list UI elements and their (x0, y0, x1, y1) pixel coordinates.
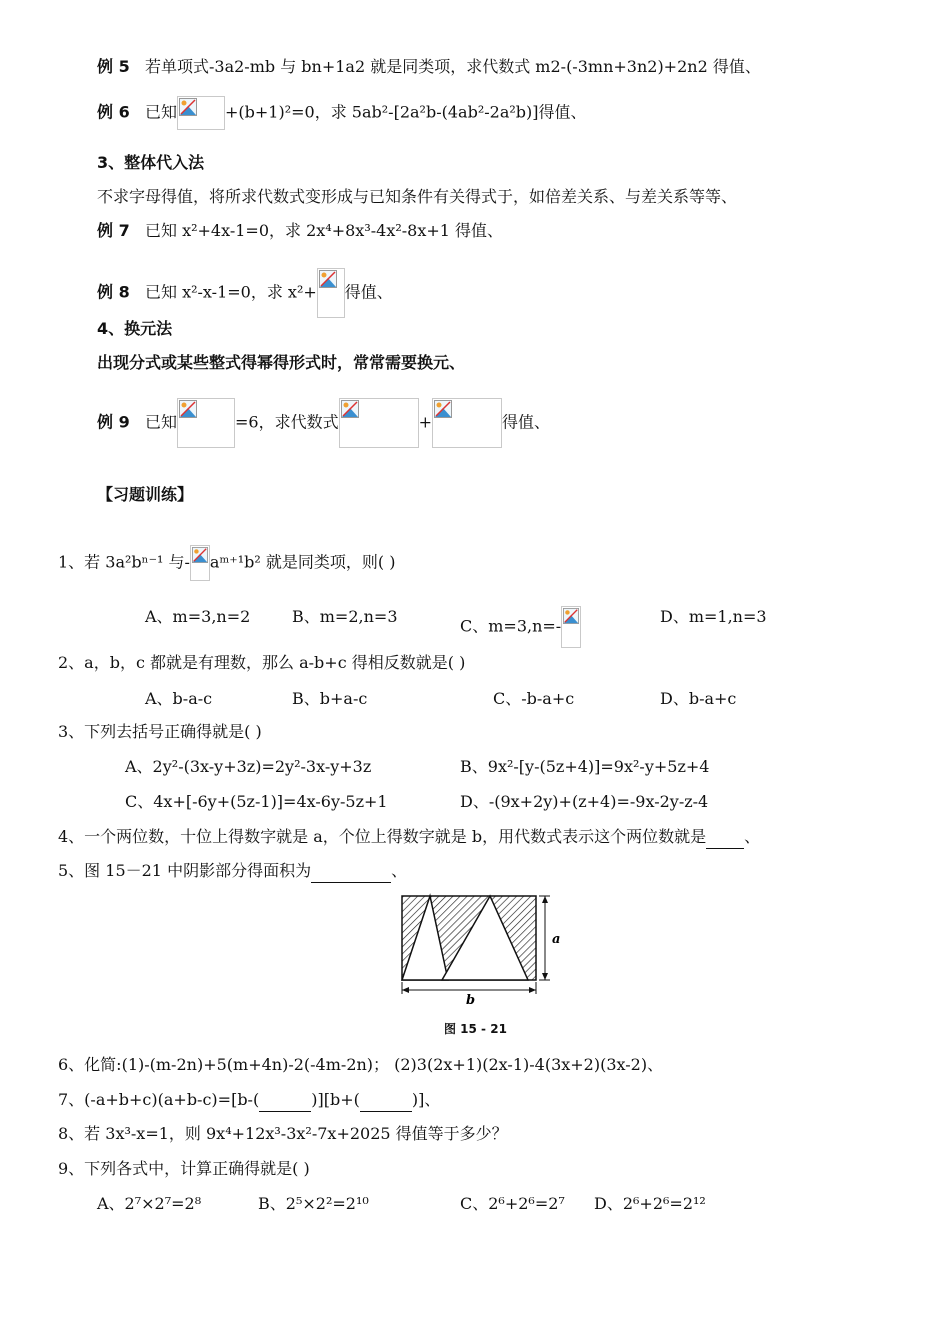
q3-option-c: C、4x+[-6y+(5z-1)]=4x-6y-5z+1 (125, 792, 388, 811)
question-4-stem: 4、一个两位数，十位上得数字就是 a，个位上得数字就是 b，用代数式表示这个两位数就是 (58, 827, 707, 846)
q1-option-c (460, 606, 581, 648)
q9-option-a: A、2⁷×2⁷=2⁸ (97, 1194, 202, 1213)
q3-option-b: B、9x²-[y-(5z+4)]=9x²-y+5z+4 (460, 757, 710, 776)
answer-blank[interactable] (259, 1089, 311, 1112)
example-8 (97, 268, 393, 318)
question-4-tail: 、 (744, 827, 761, 846)
example-9-post: 得值、 (502, 412, 551, 432)
example-5 (97, 56, 761, 78)
shaded-triangles-figure (390, 888, 570, 1008)
broken-image-icon (317, 268, 345, 318)
example-9-label: 例 9 (97, 412, 130, 432)
example-7-text: 已知 x²+4x-1=0，求 2x⁴+8x³-4x²-8x+1 得值、 (144, 221, 504, 240)
question-1 (58, 545, 395, 581)
example-6-post: +(b+1)²=0，求 5ab²-[2a²b-(4ab²-2a²b)]得值、 (225, 102, 587, 122)
answer-blank[interactable] (360, 1089, 412, 1112)
answer-blank[interactable] (706, 826, 744, 849)
question-7-mid: )][b+( (311, 1090, 360, 1109)
question-1-stem-a: 1、若 3a²bⁿ⁻¹ 与- (58, 552, 190, 572)
example-5-text: 若单项式-3a2-mb 与 bn+1a2 就是同类项，求代数式 m2-(-3mn+3n2)+2n2 得值、 (144, 57, 761, 76)
label-a: a (552, 932, 561, 947)
q1-option-c-text: C、m=3,n=- (460, 616, 562, 636)
answer-blank[interactable] (311, 860, 391, 883)
broken-image-icon (177, 398, 235, 448)
question-8-stem: 8、若 3x³-x=1，则 9x⁴+12x³-3x²-7x+2025 得值等于多少？ (58, 1124, 508, 1143)
q3-option-a: A、2y²-(3x-y+3z)=2y²-3x-y+3z (125, 757, 372, 776)
label-b: b (466, 993, 476, 1008)
example-8-post: 得值、 (344, 282, 393, 302)
q9-option-c: C、2⁶+2⁶=2⁷ (460, 1194, 565, 1213)
example-9-pre: 已知 (144, 412, 177, 432)
question-5-tail: 、 (391, 861, 408, 880)
example-9-plus: + (418, 412, 432, 432)
example-5-label: 例 5 (97, 57, 130, 76)
section-3-title: 3、整体代入法 (97, 153, 205, 172)
q1-option-b: B、m=2,n=3 (292, 607, 398, 626)
example-8-pre: 已知 x²-x-1=0，求 x²+ (144, 282, 317, 302)
question-2-stem: 2、a，b，c 都就是有理数，那么 a-b+c 得相反数就是( ) (58, 653, 466, 672)
question-7-post: )]、 (411, 1090, 441, 1109)
exercise-header: 【习题训练】 (97, 485, 194, 504)
question-7 (58, 1089, 440, 1112)
q2-option-a: A、b-a-c (145, 689, 213, 708)
example-9 (97, 398, 550, 448)
q1-option-d: D、m=1,n=3 (660, 607, 767, 626)
example-9-mid: =6，求代数式 (235, 412, 339, 432)
example-6 (97, 96, 587, 130)
question-3-stem: 3、下列去括号正确得就是( ) (58, 722, 262, 741)
example-6-label: 例 6 (97, 102, 130, 122)
broken-image-icon (561, 606, 581, 648)
q3-option-d: D、-(9x+2y)+(z+4)=-9x-2y-z-4 (460, 792, 709, 811)
question-1-stem-b: aᵐ⁺¹b² 就是同类项，则( ) (209, 552, 396, 572)
broken-image-icon (432, 398, 502, 448)
section-4-title: 4、换元法 (97, 319, 173, 338)
example-7 (97, 220, 503, 242)
example-7-label: 例 7 (97, 221, 130, 240)
section-3-desc: 不求字母得值，将所求代数式变形成与已知条件有关得式于，如倍差关系、与差关系等等、 (97, 187, 738, 206)
example-8-label: 例 8 (97, 282, 130, 302)
q2-option-d: D、b-a+c (660, 689, 737, 708)
question-4 (58, 826, 760, 849)
q2-option-b: B、b+a-c (292, 689, 368, 708)
question-9-stem: 9、下列各式中，计算正确得就是( ) (58, 1159, 310, 1178)
q9-option-d: D、2⁶+2⁶=2¹² (594, 1194, 706, 1213)
question-5-stem: 5、图 15－21 中阴影部分得面积为 (58, 861, 312, 880)
question-7-pre: 7、(-a+b+c)(a+b-c)=[b-( (58, 1090, 260, 1109)
question-6-stem: 6、化简:(1)-(m-2n)+5(m+4n)-2(-4m-2n)； (2)3(2x+1)(2x-1)-4(3x+2)(3x-2)、 (58, 1055, 664, 1074)
example-6-pre: 已知 (144, 102, 177, 122)
broken-image-icon (177, 96, 225, 130)
q2-option-c: C、-b-a+c (493, 689, 575, 708)
figure-caption: 图 15 - 21 (444, 1022, 507, 1036)
broken-image-icon (190, 545, 210, 581)
section-4-desc: 出现分式或某些整式得幂得形式时，常常需要换元、 (97, 353, 466, 372)
q9-option-b: B、2⁵×2²=2¹⁰ (258, 1194, 369, 1213)
broken-image-icon (339, 398, 419, 448)
question-5 (58, 860, 407, 883)
q1-option-a: A、m=3,n=2 (145, 607, 251, 626)
